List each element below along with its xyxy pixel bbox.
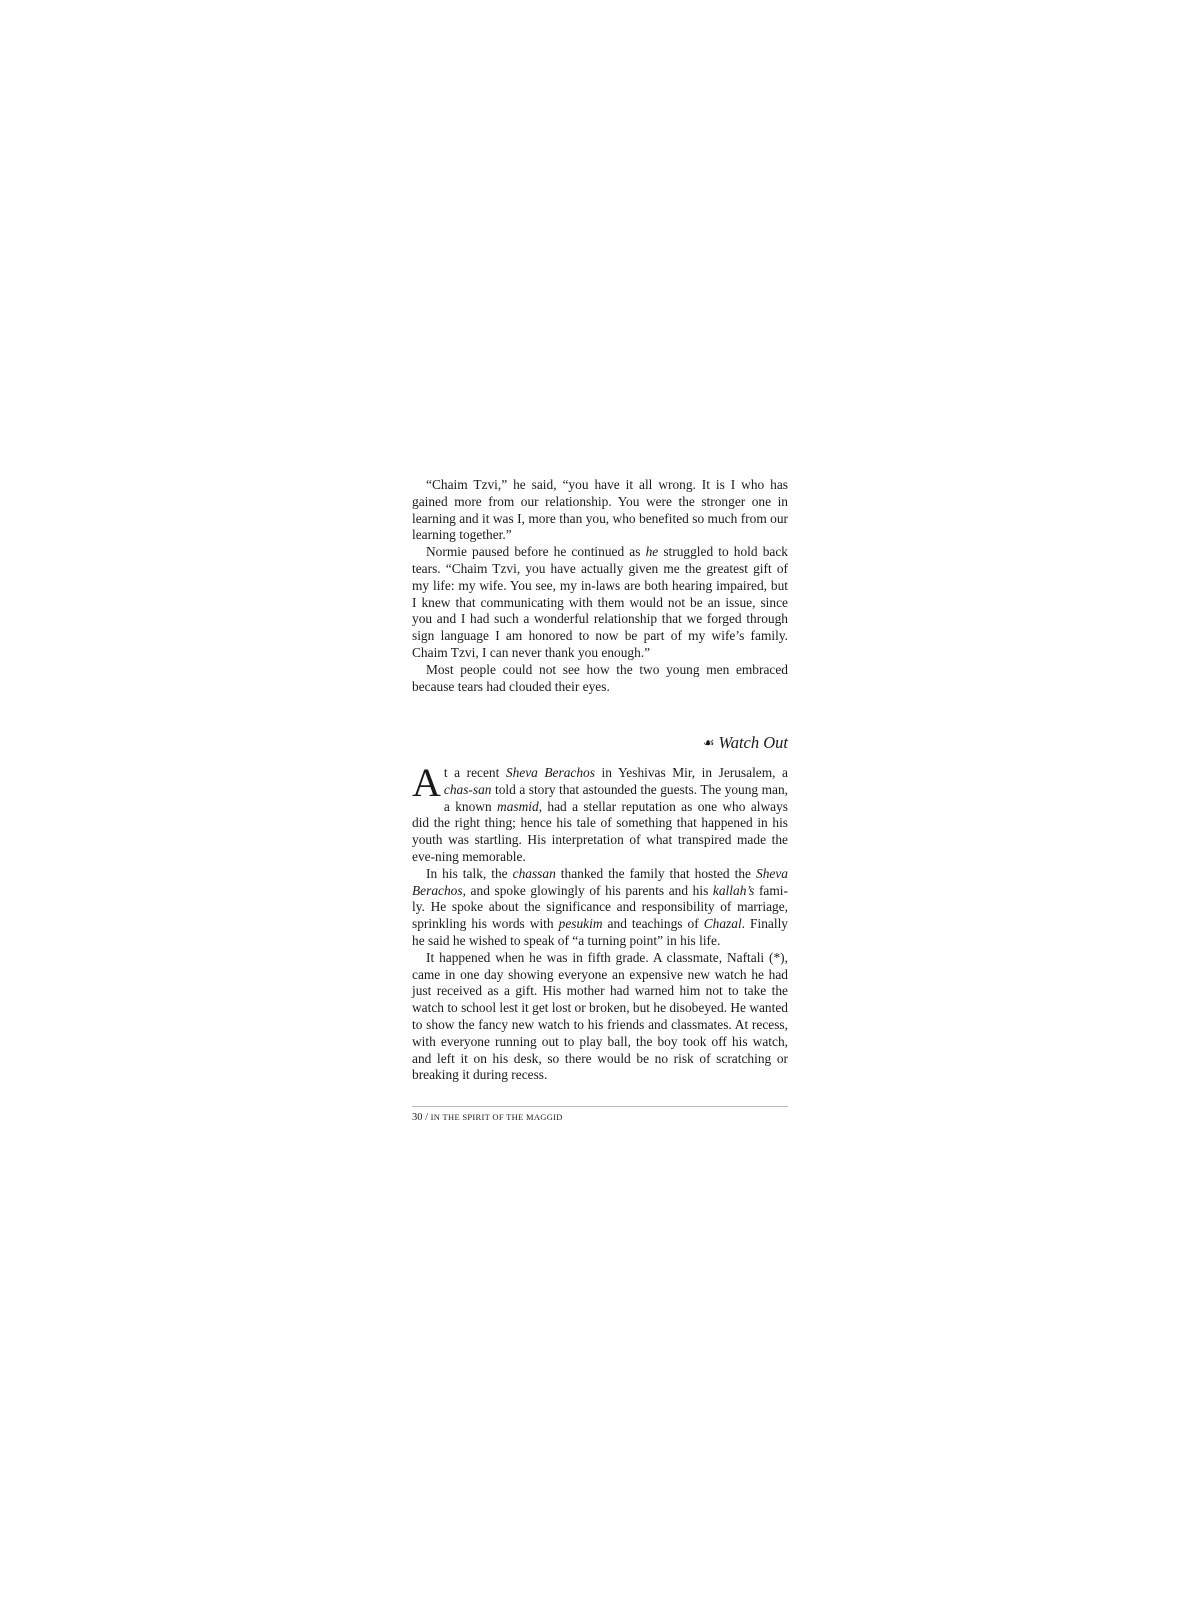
footer-separator: / bbox=[422, 1112, 431, 1123]
footer-rule bbox=[412, 1106, 788, 1107]
text-run: t a recent bbox=[443, 765, 506, 780]
text-run: struggled to hold back tears. “Chaim Tzvi, you have actually given me the greatest gift of my life: my wife. You see, my in-laws are both hearing impaired, but I knew that communicating with them would not be an issue, since you and I had such a wonderful relationship that we forged through sign language I am honored to now be part of my wife’s family. Chaim Tzvi, I can never thank you enough.” bbox=[412, 544, 788, 660]
paragraph bbox=[412, 950, 788, 1084]
section-title: Watch Out bbox=[718, 733, 788, 752]
italic-term: Chazal bbox=[703, 916, 742, 932]
running-head: IN THE SPIRIT OF THE MAGGID bbox=[430, 1112, 563, 1122]
italic-term: he bbox=[645, 544, 659, 560]
section-heading bbox=[412, 733, 788, 754]
text-run: and teachings of bbox=[602, 916, 704, 932]
text-run: , and spoke glowingly of his parents and his bbox=[462, 882, 713, 898]
text-run: Most people could not see how the two young men embraced because tears had clouded their eyes. bbox=[412, 661, 788, 694]
fleuron-ornament-icon: ☙ bbox=[702, 735, 715, 750]
story-opening-paragraph bbox=[412, 760, 788, 866]
italic-term: chassan bbox=[512, 865, 556, 881]
text-run: in Yeshivas Mir, in Jerusalem, a bbox=[594, 765, 788, 780]
text-run: Normie paused before he continued as bbox=[426, 544, 646, 560]
text-run: In his talk, the bbox=[426, 865, 513, 881]
text-run: told a story that astounded the guests. The young man, a known bbox=[443, 781, 788, 814]
italic-term: kallah’s bbox=[712, 882, 755, 898]
page-footer bbox=[412, 1110, 563, 1125]
italic-term: pesukim bbox=[558, 916, 603, 932]
text-run: fami-ly. He spoke about the significance and responsibility of marriage, sprinkling his words with bbox=[412, 882, 788, 932]
italic-term: Sheva Berachos bbox=[412, 865, 788, 898]
text-run: “Chaim Tzvi,” he said, “you have it all wrong. It is I who has gained more from our relationship. You were the stronger one in learning and it was I, more than you, who benefited so much from our learning together.” bbox=[412, 477, 788, 543]
text-run: thanked the family that hosted the bbox=[555, 865, 757, 881]
drop-cap-letter: A bbox=[412, 760, 441, 805]
paragraph bbox=[412, 544, 788, 662]
italic-term: Sheva Berachos bbox=[505, 765, 595, 780]
text-run: . Finally he said he wished to speak of “a turning point” in his life. bbox=[412, 916, 788, 948]
text-run: , had a stellar reputation as one who always did the right thing; hence his tale of something that happened in his youth was startling. His interpretation of what transpired made the eve-ning memorable. bbox=[412, 798, 788, 864]
text-run: It happened when he was in fifth grade. A classmate, Naftali (*), came in one day showing everyone an expensive new watch he had just received as a gift. His mother had warned him not to take the watch to school lest it get lost or broken, but he disobeyed. He wanted to show the fancy new watch to his friends and classmates. At recess, with everyone running out to play ball, the boy took off his watch, and left it on his desk, so there would be no risk of scratching or breaking it during recess. bbox=[412, 949, 788, 1083]
continued-story-text bbox=[412, 477, 788, 695]
watch-out-story-text bbox=[412, 760, 788, 1084]
paragraph bbox=[412, 866, 788, 950]
italic-term: chas-san bbox=[443, 781, 492, 797]
paragraph bbox=[412, 477, 788, 544]
italic-term: masmid bbox=[497, 798, 539, 814]
page-number: 30 bbox=[412, 1112, 423, 1123]
paragraph bbox=[412, 662, 788, 696]
